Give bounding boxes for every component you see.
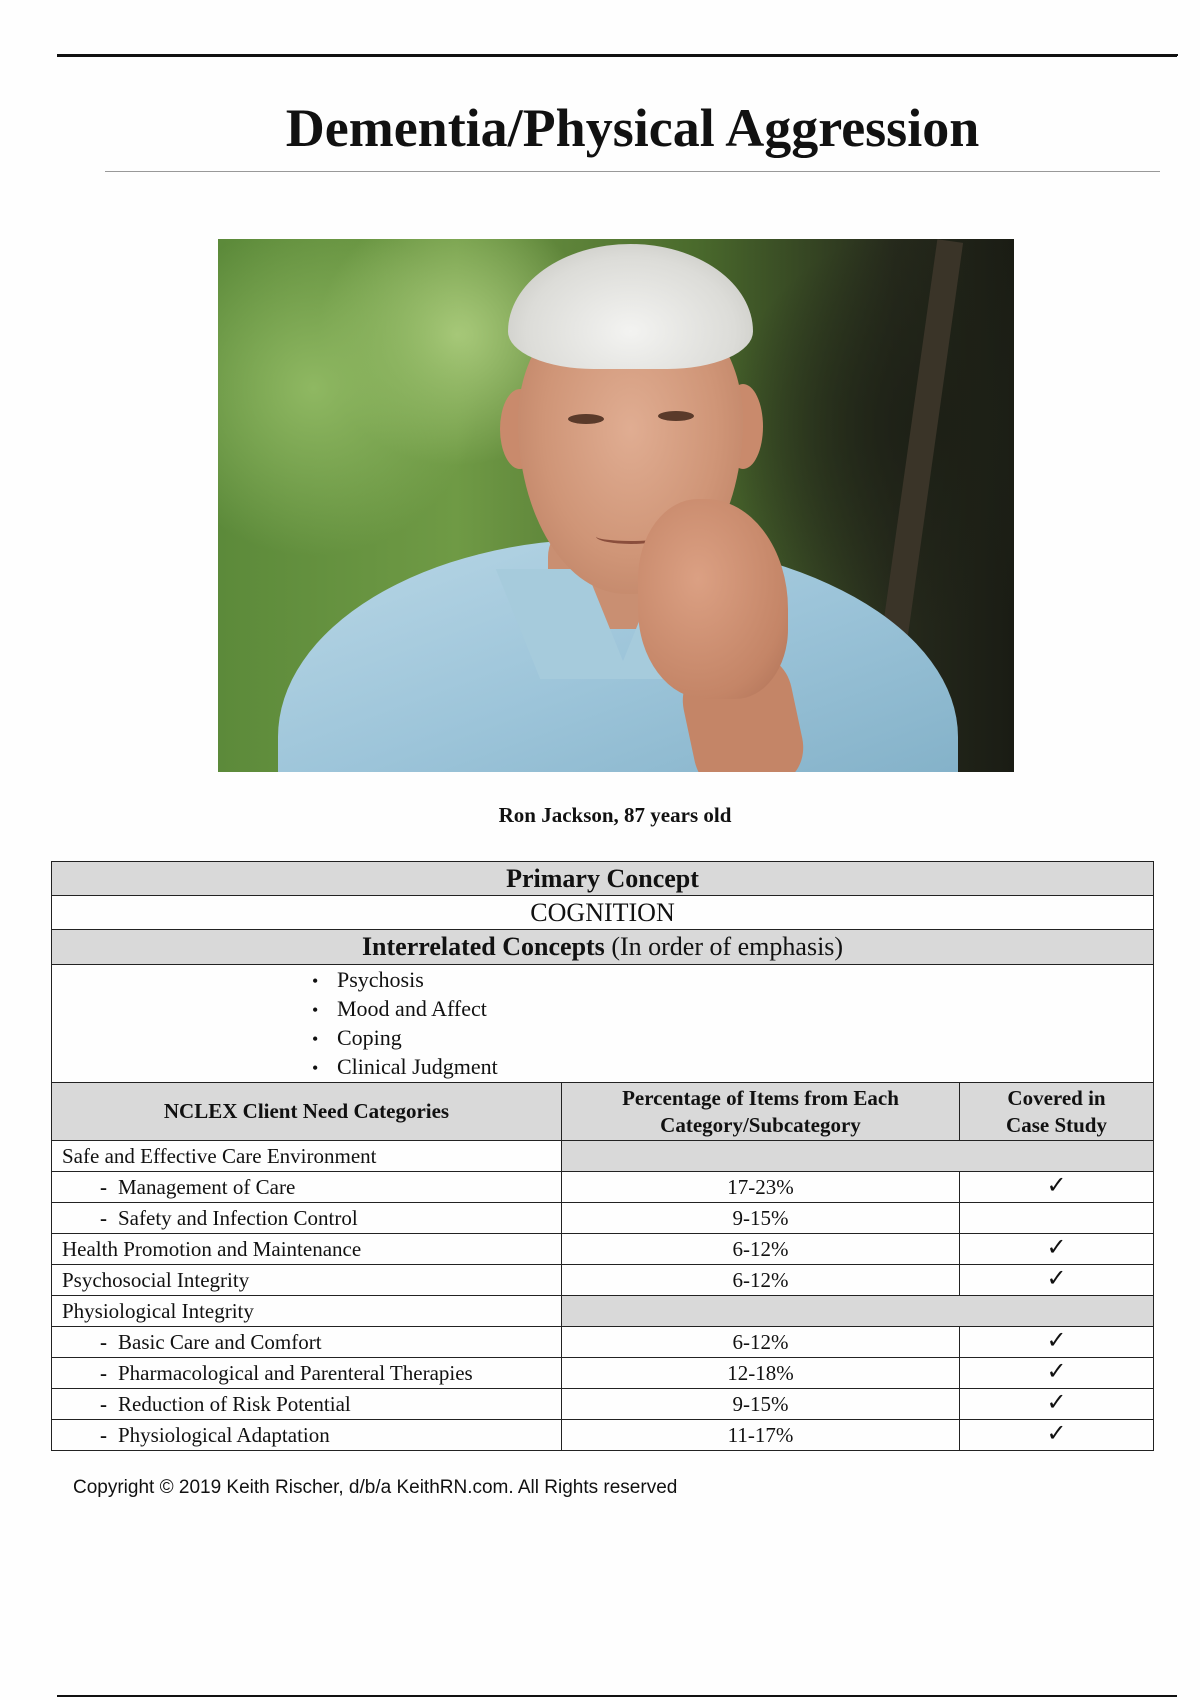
- percentage-cell: 6-12%: [562, 1327, 960, 1358]
- table-row: [52, 1203, 1154, 1234]
- table-row: [52, 1327, 1154, 1358]
- header-covered: [960, 1083, 1154, 1141]
- primary-concept-value: COGNITION: [52, 896, 1154, 930]
- header-percentage-line2: Category/Subcategory: [660, 1112, 861, 1137]
- table-row: [52, 1234, 1154, 1265]
- percentage-cell: 12-18%: [562, 1358, 960, 1389]
- interrelated-concepts-cell: [52, 965, 1154, 1083]
- category-label: Psychosocial Integrity: [52, 1265, 562, 1296]
- category-label: Physiological Integrity: [52, 1296, 562, 1327]
- header-percentage-line1: Percentage of Items from Each: [622, 1085, 899, 1110]
- interrelated-heading-label: Interrelated Concepts: [361, 932, 605, 962]
- table-row: [52, 1420, 1154, 1451]
- table-row: [52, 1296, 1154, 1327]
- covered-check-icon: ✓: [960, 1389, 1154, 1420]
- concepts-table: [51, 861, 1154, 1451]
- list-item: • Psychosis: [312, 966, 1143, 995]
- header-percentage: [562, 1083, 960, 1141]
- percentage-cell: 9-15%: [562, 1389, 960, 1420]
- category-label: - Safety and Infection Control: [52, 1203, 562, 1234]
- title-underline: [105, 171, 1160, 172]
- table-row: [52, 1141, 1154, 1172]
- category-label: - Management of Care: [52, 1172, 562, 1203]
- list-item: • Mood and Affect: [312, 995, 1143, 1024]
- covered-check-icon: ✓: [960, 1172, 1154, 1203]
- percentage-cell: 9-15%: [562, 1203, 960, 1234]
- covered-check-icon: ✓: [960, 1327, 1154, 1358]
- header-category: NCLEX Client Need Categories: [52, 1083, 562, 1141]
- percentage-cell: 6-12%: [562, 1234, 960, 1265]
- primary-concept-heading: Primary Concept: [52, 862, 1154, 896]
- category-label: - Basic Care and Comfort: [52, 1327, 562, 1358]
- interrelated-heading-note: (In order of emphasis): [611, 932, 844, 962]
- covered-check-icon: ✓: [960, 1358, 1154, 1389]
- copyright-notice: Copyright © 2019 Keith Rischer, d/b/a KeithRN.com. All Rights reserved: [73, 1477, 678, 1498]
- page-title: Dementia/Physical Aggression: [285, 98, 980, 158]
- table-row: [52, 1265, 1154, 1296]
- photo-caption: Ron Jackson, 87 years old: [498, 803, 732, 827]
- patient-photo: [218, 239, 1014, 772]
- category-label: Health Promotion and Maintenance: [52, 1234, 562, 1265]
- covered-check-icon: ✓: [960, 1420, 1154, 1451]
- table-row: [52, 1389, 1154, 1420]
- covered-check-icon: [960, 1203, 1154, 1234]
- interrelated-concepts-list: [62, 966, 1143, 1082]
- percentage-cell: 17-23%: [562, 1172, 960, 1203]
- percentage-cell: 6-12%: [562, 1265, 960, 1296]
- list-item: • Coping: [312, 1024, 1143, 1053]
- header-covered-line2: Case Study: [1006, 1112, 1107, 1137]
- group-shaded-cell: [562, 1296, 1154, 1327]
- table-row: [52, 1172, 1154, 1203]
- list-item: • Clinical Judgment: [312, 1053, 1143, 1082]
- percentage-cell: 11-17%: [562, 1420, 960, 1451]
- covered-check-icon: ✓: [960, 1265, 1154, 1296]
- table-row: [52, 1358, 1154, 1389]
- header-covered-line1: Covered in: [1007, 1085, 1106, 1110]
- group-shaded-cell: [562, 1141, 1154, 1172]
- interrelated-concepts-heading: [52, 930, 1154, 965]
- top-rule: [57, 54, 1177, 57]
- covered-check-icon: ✓: [960, 1234, 1154, 1265]
- category-label: - Reduction of Risk Potential: [52, 1389, 562, 1420]
- top-rule-extension: [1142, 54, 1178, 56]
- category-label: - Physiological Adaptation: [52, 1420, 562, 1451]
- bottom-rule: [57, 1695, 1177, 1697]
- category-label: Safe and Effective Care Environment: [52, 1141, 562, 1172]
- category-label: - Pharmacological and Parenteral Therapies: [52, 1358, 562, 1389]
